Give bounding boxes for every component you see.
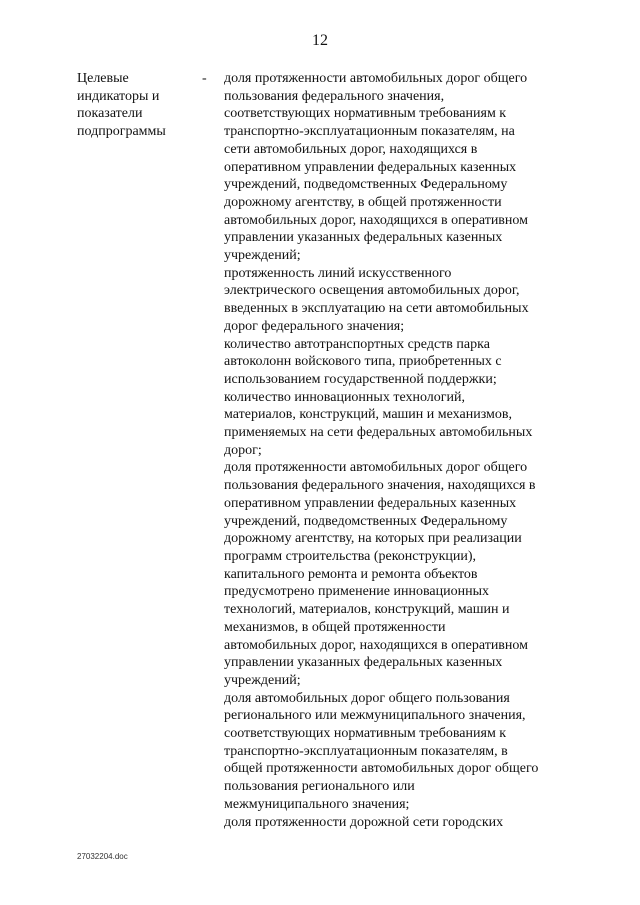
text-line: доля протяженности дорожной сети городских [224,814,504,830]
text-line: управлении указанных федеральных казенных [224,230,503,246]
text-line: предусмотрено применение инновационных [224,584,489,600]
label-line: индикаторы и [77,88,160,104]
text-line: количество автотранспортных средств парка [224,336,490,352]
text-line: транспортно-эксплуатационным показателям, в [224,743,508,759]
text-line: управлении указанных федеральных казенных [224,655,503,671]
text-line: учреждений, подведомственных Федеральному [224,177,508,193]
text-line: количество инновационных технологий, [224,389,465,405]
text-line: пользования регионального или [224,779,415,795]
label-line: подпрограммы [77,124,166,140]
text-line: дорог; [224,442,262,458]
text-line: электрического освещения автомобильных дорог, [224,283,520,299]
text-line: доля автомобильных дорог общего пользования [224,690,510,706]
footer-filename: 27032204.doc [77,852,128,861]
text-line: транспортно-эксплуатационным показателям, на [224,124,515,140]
text-line: капитального ремонта и ремонта объектов [224,566,478,582]
page-number: 12 [312,32,328,49]
text-line: пользования федерального значения, находящихся в [224,478,536,494]
text-line: дорожному агентству, в общей протяженности [224,194,502,210]
section-text [224,70,624,831]
text-line: учреждений; [224,248,301,264]
text-line: учреждений, подведомственных Федеральному [224,513,508,529]
text-line: соответствующих нормативным требованиям к [224,726,507,742]
text-line: дорожному агентству, на которых при реализации [224,531,522,547]
text-line: учреждений; [224,672,301,688]
text-line: автомобильных дорог, находящихся в оперативном [224,637,529,653]
text-line: введенных в эксплуатацию на сети автомобильных [224,301,529,317]
text-line: оперативном управлении федеральных казенных [224,495,517,511]
text-line: автомобильных дорог, находящихся в оперативном [224,212,529,228]
text-line: сети автомобильных дорог, находящихся в [224,141,478,157]
text-line: пользования федерального значения, [224,88,445,104]
text-line: дорог федерального значения; [224,318,405,334]
text-line: использованием государственной поддержки; [224,371,497,387]
text-line: протяженность линий искусственного [224,265,452,281]
text-line: механизмов, в общей протяженности [224,619,446,635]
text-line: доля протяженности автомобильных дорог общего [224,71,528,86]
text-line: автоколонн войскового типа, приобретенных с [224,354,502,370]
text-line: применяемых на сети федеральных автомобильных [224,425,533,441]
text-line: доля протяженности автомобильных дорог общего [224,460,528,476]
text-line: программ строительства (реконструкции), [224,548,477,564]
text-line: межмуниципального значения; [224,796,410,812]
text-line: общей протяженности автомобильных дорог общего [224,761,539,777]
label-line: Целевые [77,71,129,86]
text-line: технологий, материалов, конструкций, машин и [224,602,510,618]
section-label [77,70,197,141]
text-line: регионального или межмуниципального значения, [224,708,526,724]
text-line: соответствующих нормативным требованиям к [224,106,507,122]
list-dash: - [202,71,207,86]
text-line: оперативном управлении федеральных казенных [224,159,517,175]
label-line: показатели [77,106,143,122]
text-line: материалов, конструкций, машин и механизмов, [224,407,512,423]
